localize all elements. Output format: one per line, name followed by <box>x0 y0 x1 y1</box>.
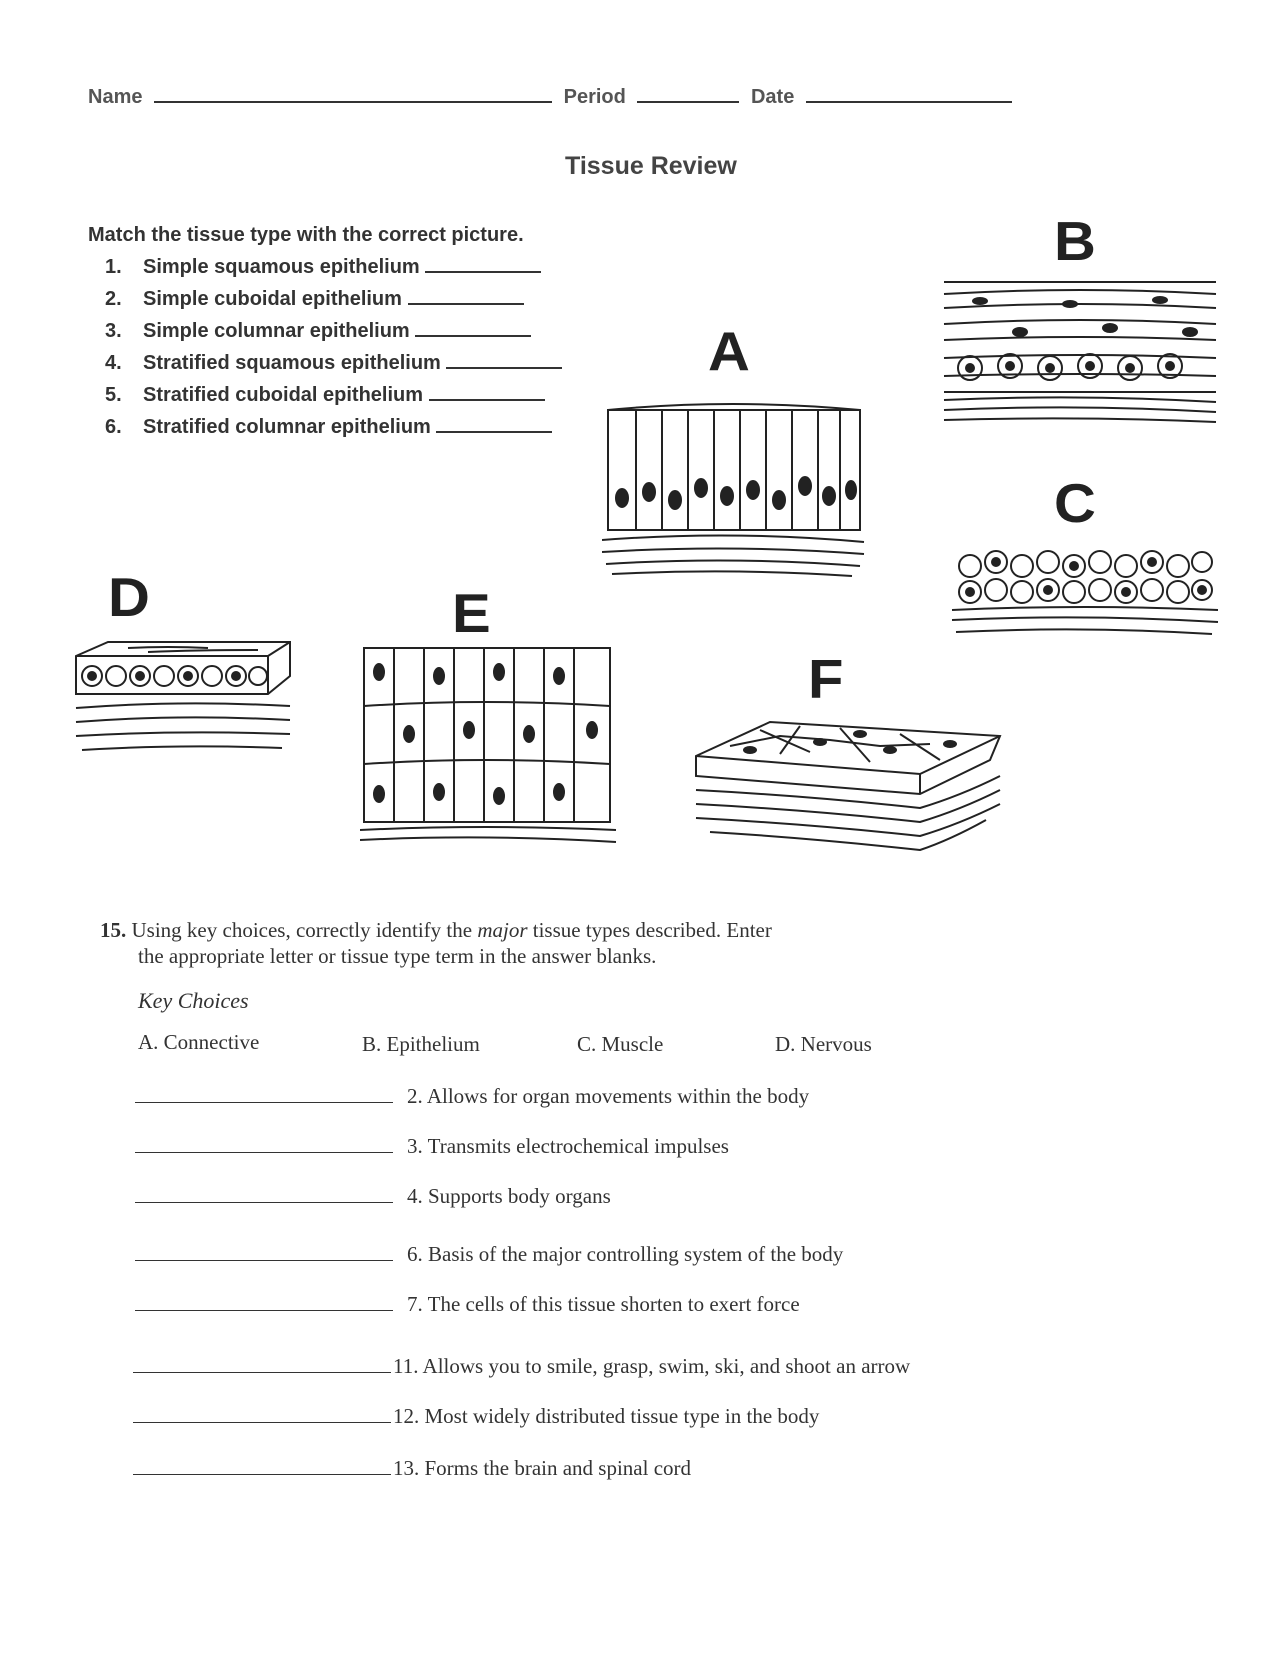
figure-label-b: B <box>1054 210 1096 273</box>
match-instruction: Match the tissue type with the correct picture. <box>88 224 524 246</box>
match-item: 6. Stratified columnar epithelium <box>105 416 552 439</box>
statement-row: 11. Allows you to smile, grasp, swim, ski, and shoot an arrow <box>133 1354 910 1379</box>
statement-row: 4. Supports body organs <box>135 1184 611 1209</box>
statement-row: 2. Allows for organ movements within the body <box>135 1084 809 1109</box>
answer-blank[interactable] <box>135 1152 393 1153</box>
answer-blank[interactable] <box>133 1422 391 1423</box>
q15-number: 15. <box>100 918 127 942</box>
tissue-figure-d <box>68 636 300 776</box>
page-title: Tissue Review <box>565 152 737 180</box>
answer-blank[interactable] <box>133 1372 391 1373</box>
statement-row: 3. Transmits electrochemical impulses <box>135 1134 729 1159</box>
name-blank[interactable] <box>154 101 552 103</box>
statement-row: 7. The cells of this tissue shorten to exert force <box>135 1292 800 1317</box>
match-item: 1. Simple squamous epithelium <box>105 256 541 279</box>
match-answer-blank[interactable] <box>425 271 541 273</box>
match-item: 2. Simple cuboidal epithelium <box>105 288 524 311</box>
key-choices-title: Key Choices <box>138 988 249 1013</box>
statement-row: 6. Basis of the major controlling system of the body <box>135 1242 843 1267</box>
figure-label-d: D <box>108 566 150 629</box>
match-answer-blank[interactable] <box>415 335 531 337</box>
tissue-figure-b <box>940 276 1222 446</box>
date-label: Date <box>750 86 795 108</box>
match-item: 3. Simple columnar epithelium <box>105 320 531 343</box>
name-label: Name <box>88 86 143 108</box>
statement-row: 13. Forms the brain and spinal cord <box>133 1456 691 1481</box>
key-choice-c: C. Muscle <box>577 1032 664 1056</box>
period-blank[interactable] <box>637 101 739 103</box>
tissue-figure-f <box>690 716 1006 864</box>
figure-label-a: A <box>708 320 750 383</box>
key-choice-b: B. Epithelium <box>362 1032 480 1056</box>
match-item: 5. Stratified cuboidal epithelium <box>105 384 545 407</box>
tissue-figure-e <box>360 642 622 852</box>
q15-prompt-line-2: the appropriate letter or tissue type term in the answer blanks. <box>138 944 657 968</box>
answer-blank[interactable] <box>133 1474 391 1475</box>
answer-blank[interactable] <box>135 1202 393 1203</box>
match-answer-blank[interactable] <box>408 303 524 305</box>
key-choice-a: A. Connective <box>138 1030 260 1054</box>
figure-label-f: F <box>808 648 844 711</box>
figure-label-c: C <box>1054 472 1096 535</box>
match-answer-blank[interactable] <box>446 367 562 369</box>
answer-blank[interactable] <box>135 1260 393 1261</box>
figure-label-e: E <box>452 582 491 645</box>
answer-blank[interactable] <box>135 1102 393 1103</box>
q15-prompt: 15. Using key choices, correctly identify the major tissue types described. Enter <box>100 918 772 942</box>
date-blank[interactable] <box>806 101 1012 103</box>
match-answer-blank[interactable] <box>436 431 552 433</box>
answer-blank[interactable] <box>135 1310 393 1311</box>
match-item: 4. Stratified squamous epithelium <box>105 352 562 375</box>
tissue-figure-a <box>602 400 872 580</box>
period-label: Period <box>563 86 626 108</box>
statement-row: 12. Most widely distributed tissue type in the body <box>133 1404 819 1429</box>
header-fields <box>88 86 1012 109</box>
match-answer-blank[interactable] <box>429 399 545 401</box>
tissue-figure-c <box>950 548 1220 658</box>
key-choice-d: D. Nervous <box>775 1032 872 1056</box>
